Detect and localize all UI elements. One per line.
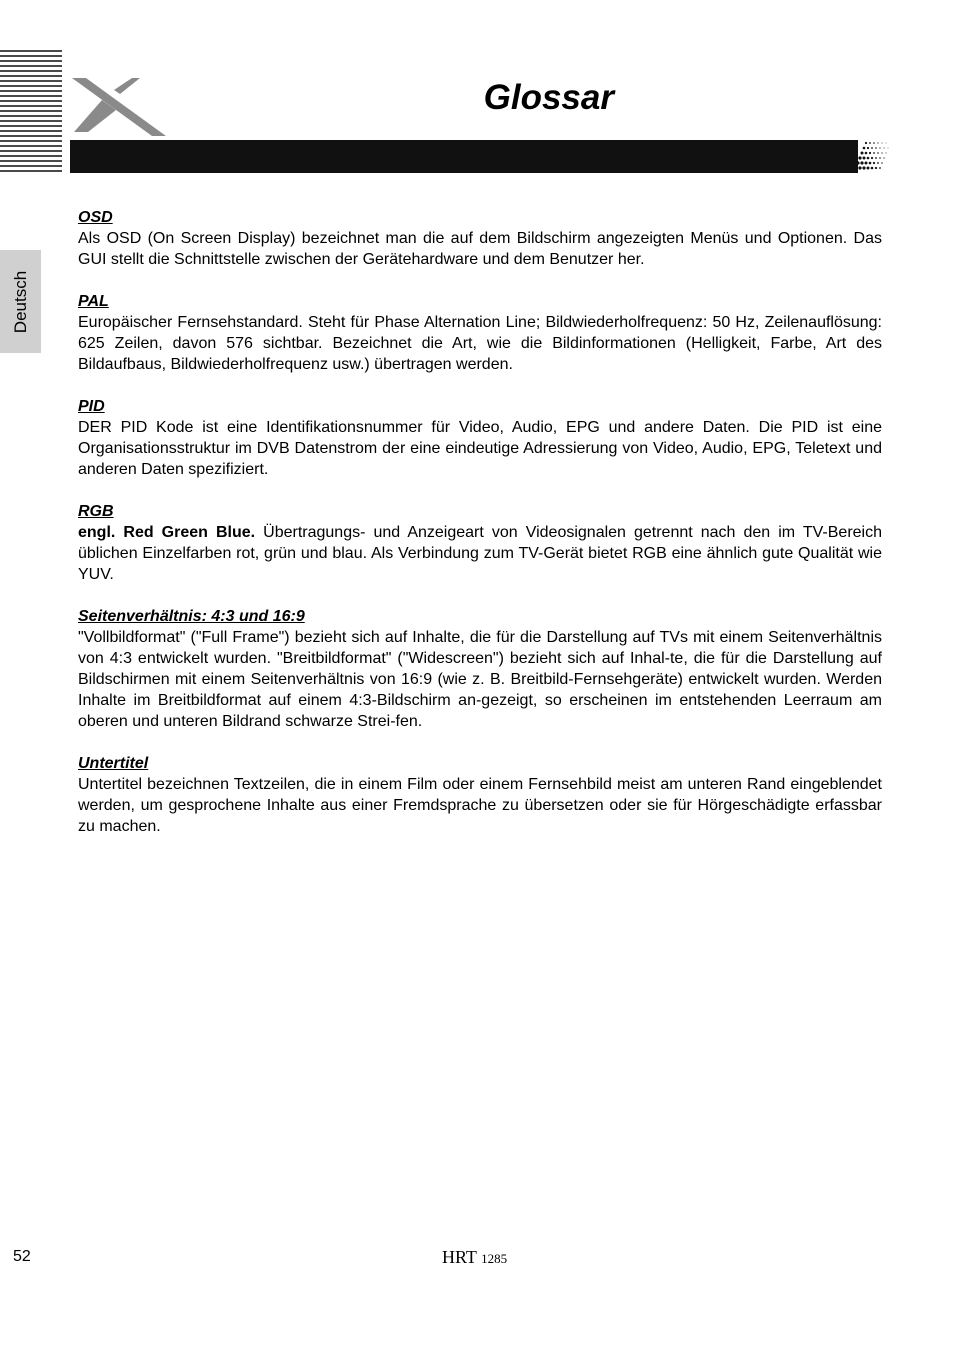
glossary-definition: Untertitel bezeichnen Textzeilen, die in einem Film oder einem Fernsehbild meist am unteren Rand eingeblendet werden, um gesprochene Inhalte aus einer Fremdsprache zu übersetzen oder sie für Hörgeschädigte erfassbar zu machen. [78,776,882,835]
glossary-term: Seitenverhältnis: 4:3 und 16:9 [78,608,305,625]
glossary-definition-text: Übertragungs- und Anzeigeart von Videosignalen getrennt nach den im TV-Bereich üblichen Einzelfarben rot, grün und blau. Als Verbindung zum TV-Gerät bietet RGB eine ähnlich gute Qualität wie YUV. [78,524,883,583]
glossary-entry-aspect-ratio [78,606,882,732]
glossary-entry-pid [78,396,882,480]
glossary-term: RGB [78,503,114,520]
glossary-definition [78,522,882,585]
glossary-entry-untertitel [78,753,882,837]
header-bar-dot-pattern [850,140,890,173]
page-number: 52 [13,1248,31,1265]
header-bar [70,140,858,173]
language-side-tab [0,250,41,353]
model-name: HRT [442,1247,477,1267]
glossary-term: OSD [78,209,113,226]
glossary-term: PAL [78,293,109,310]
glossary-definition: Europäischer Fernsehstandard. Steht für Phase Alternation Line; Bildwiederholfrequenz: 50 Hz, Zeilenauflösung: 625 Zeilen, davon 576 sichtbar. Bezeichnet die Art, wie die Bildinformationen (Helligkeit, Farbe, Art des Bildaufbaus, Bildwiederholfrequenz usw.) übertragen werden. [78,314,882,373]
page-title: Glossar [483,78,614,117]
glossary-entry-osd [78,207,882,270]
footer-model-name [442,1247,507,1268]
glossary-definition: DER PID Kode ist eine Identifikationsnummer für Video, Audio, EPG und andere Daten. Die PID ist eine Organisationsstruktur im DVB Datenstrom der eine eindeutige Adressierung von Video, Audio, EPG, Teletext und anderen Daten spezifiziert. [78,419,882,478]
glossary-definition-bold: engl. Red Green Blue. [78,524,256,541]
glossary-term: Untertitel [78,755,149,772]
glossary-term: PID [78,398,105,415]
glossary-entry-rgb [78,501,882,585]
language-side-tab-label: Deutsch [10,270,30,333]
model-number: 1285 [481,1251,508,1266]
glossary-content [78,207,882,858]
glossary-definition: "Vollbildformat" ("Full Frame") bezieht sich auf Inhalte, die für die Darstellung auf TVs mit einem Seitenverhältnis von 4:3 entwickelt wurden. "Breitbildformat" ("Widescreen") bezieht sich auf Inhal-te, die für die Darstellung auf Bildschirmen mit einem Seitenverhältnis von 16:9 (wie z. B. Breitbild-Fernsehgeräte) entwickelt wurden. Werden Inhalte im Breitbildformat auf einem 4:3-Bildschirm an-gezeigt, so erscheinen im entstehenden Leerraum am oberen und unteren Bildrand schwarze Strei-fen. [78,629,882,730]
glossary-definition: Als OSD (On Screen Display) bezeichnet man die auf dem Bildschirm angezeigten Menüs und Optionen. Das GUI stellt die Schnittstelle zwischen der Gerätehardware und dem Benutzer her. [78,230,882,268]
glossary-entry-pal [78,291,882,375]
